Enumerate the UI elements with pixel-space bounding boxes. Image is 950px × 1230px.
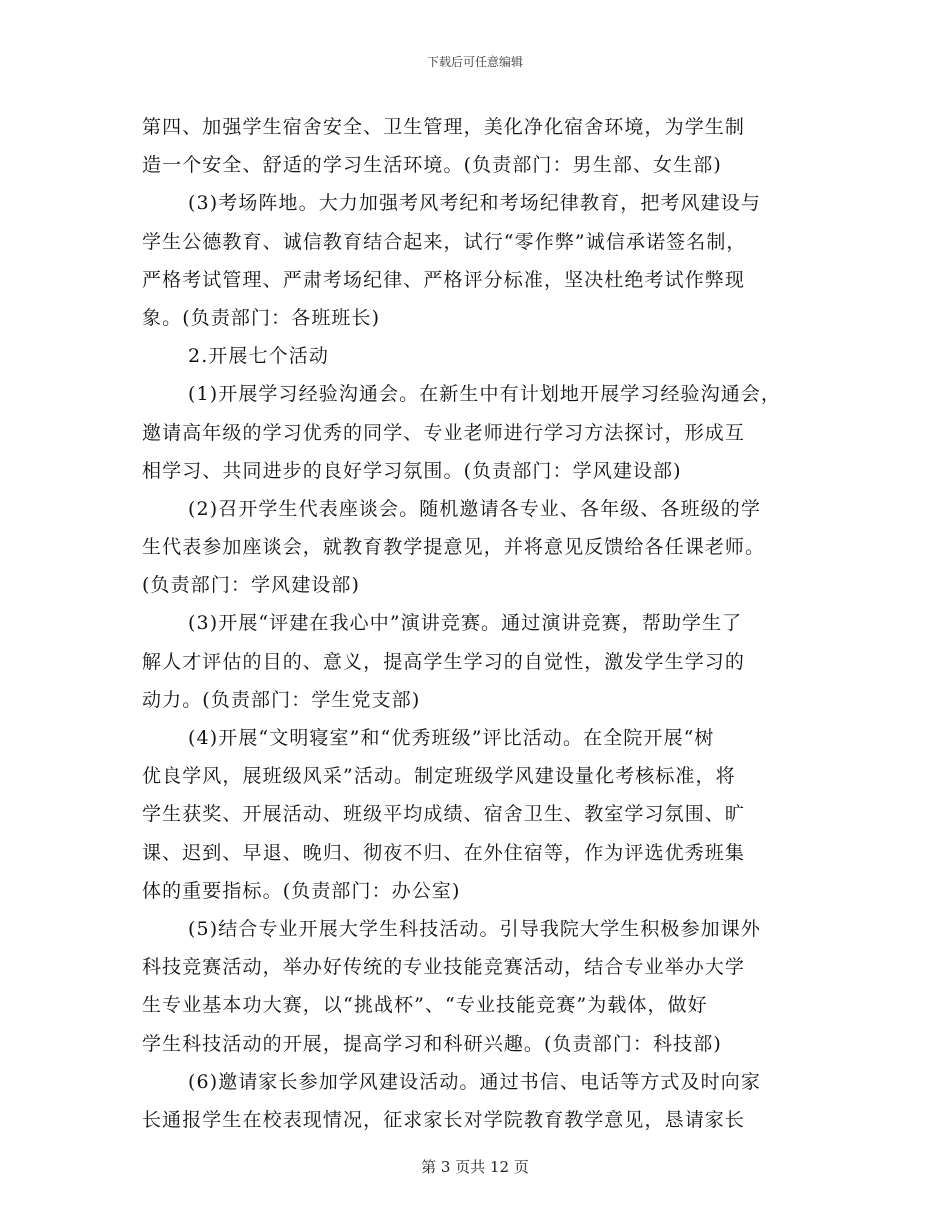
text-line: (5)结合专业开展大学生科技活动。引导我院大学生积极参加课外 [188,917,761,940]
text-line: (负责部门：学风建设部) [142,574,361,597]
text-line: 课、迟到、早退、晚归、彻夜不归、在外住宿等，作为评选优秀班集 [142,841,746,864]
header-note: 下载后可任意编辑 [426,55,523,69]
text-line: 学生科技活动的开展，提高学习和科研兴趣。(负责部门：科技部) [142,1032,722,1055]
text-line: (1)开展学习经验沟通会。在新生中有计划地开展学习经验沟通会， [188,383,782,406]
text-line: 生代表参加座谈会，就教育教学提意见，并将意见反馈给各任课老师。 [142,536,766,559]
text-line: (3)开展“评建在我心中”演讲竞赛。通过演讲竞赛，帮助学生了 [188,612,743,635]
text-line: 体的重要指标。(负责部门：办公室) [142,879,461,902]
text-line: 造一个安全、舒适的学习生活环境。(负责部门：男生部、女生部) [142,154,722,177]
text-line: 学生获奖、开展活动、班级平均成绩、宿舍卫生、教室学习氛围、旷 [142,803,746,826]
text-line: 科技竞赛活动，举办好传统的专业技能竞赛活动，结合专业举办大学 [142,956,746,979]
text-line: 严格考试管理、严肃考场纪律、严格评分标准，坚决杜绝考试作弊现 [142,268,746,291]
text-line: (4)开展“文明寝室”和“优秀班级”评比活动。在全院开展“树 [188,727,715,749]
text-line: 优良学风，展班级风采”活动。制定班级学风建设量化考核标准，将 [142,765,736,788]
text-line: 邀请高年级的学习优秀的同学、专业老师进行学习方法探讨，形成互 [142,421,746,444]
text-line: (2)召开学生代表座谈会。随机邀请各专业、各年级、各班级的学 [188,497,761,520]
text-line: (6)邀请家长参加学风建设活动。通过书信、电话等方式及时向家 [188,1070,761,1093]
text-line: 解人才评估的目的、意义，提高学生学习的自觉性，激发学生学习的 [142,650,746,673]
text-line: 第四、加强学生宿舍安全、卫生管理，美化净化宿舍环境，为学生制 [142,116,746,138]
document-body [142,108,822,1139]
text-line: 相学习、共同进步的良好学习氛围。(负责部门：学风建设部) [142,459,682,482]
page-number: 第 3 页共 12 页 [421,1158,529,1176]
text-line: (3)考场阵地。大力加强考风考纪和考场纪律教育，把考风建设与 [188,192,761,215]
text-line: 象。(负责部门：各班班长) [142,306,381,329]
text-line: 长通报学生在校表现情况，征求家长对学院教育教学意见，恳请家长 [142,1108,746,1131]
text-line: 学生公德教育、诚信教育结合起来，试行“零作弊”诚信承诺签名制， [142,230,747,253]
text-line: 动力。(负责部门：学生党支部) [142,688,421,711]
text-line: 生专业基本功大赛，以“挑战杯”、“专业技能竞赛”为载体，做好 [142,994,708,1017]
section-heading: 2.开展七个活动 [188,345,329,368]
